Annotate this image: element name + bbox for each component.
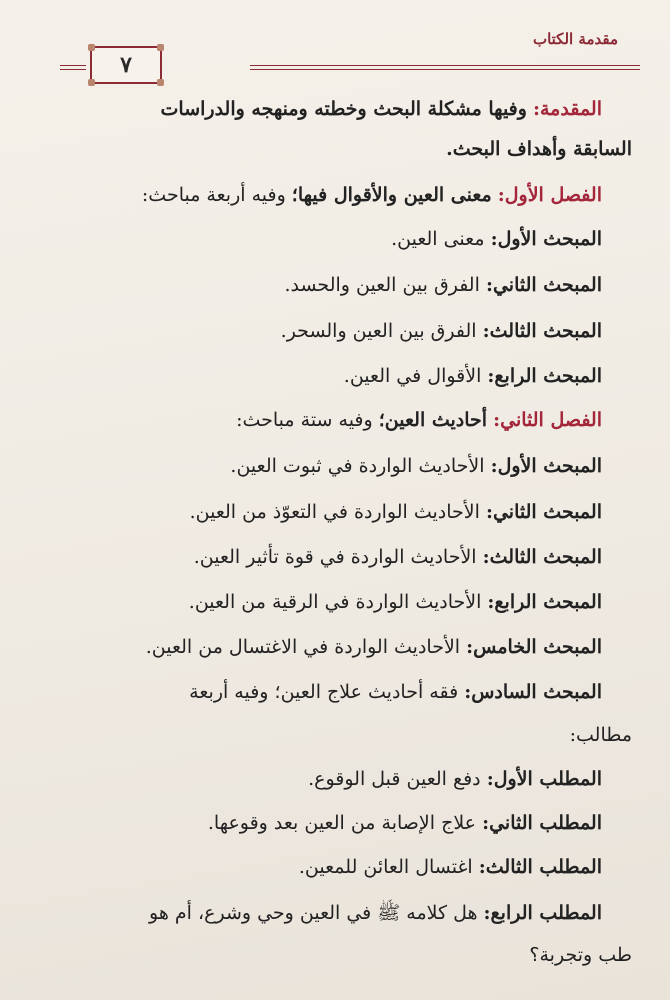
demand-label: المطلب الثالث:	[478, 856, 602, 878]
chapter-label: الفصل الأول:	[497, 184, 602, 206]
demand-text: علاج الإصابة من العين بعد وقوعها.	[207, 812, 477, 834]
section-item	[40, 636, 602, 658]
section-text: فقه أحاديث علاج العين؛ وفيه أربعة	[189, 681, 459, 703]
intro-line-1	[40, 98, 602, 120]
intro-label: المقدمة:	[532, 98, 602, 120]
demand-item-cont	[40, 944, 632, 966]
demand-label: المطلب الأول:	[486, 768, 602, 790]
intro-text-cont: السابقة وأهداف البحث.	[446, 138, 632, 160]
demand-item	[40, 901, 602, 929]
section-item	[40, 591, 602, 613]
section-text-cont: مطالب:	[569, 724, 632, 746]
section-item	[40, 501, 602, 523]
demand-label: المطلب الثاني:	[482, 812, 602, 834]
section-label: المبحث الخامس:	[466, 636, 602, 658]
section-text: الأقوال في العين.	[343, 365, 482, 387]
section-text: الفرق بين العين والحسد.	[284, 274, 480, 296]
section-label: المبحث الأول:	[490, 228, 602, 250]
chapter-1-heading	[40, 184, 602, 206]
section-label: المبحث الثاني:	[485, 274, 602, 296]
running-head: مقدمة الكتاب	[532, 30, 618, 48]
page-number: ٧	[120, 52, 132, 78]
section-label: المبحث الثالث:	[482, 320, 602, 342]
section-item	[40, 455, 602, 477]
section-text: الأحاديث الواردة في قوة تأثير العين.	[193, 546, 477, 568]
chapter-tail: وفيه ستة مباحث:	[236, 409, 373, 431]
section-text: الأحاديث الواردة في الاغتسال من العين.	[145, 636, 461, 658]
section-label: المبحث الثاني:	[485, 501, 602, 523]
header-rule	[250, 65, 640, 70]
demand-item	[40, 768, 602, 790]
demand-text: اغتسال العائن للمعين.	[298, 856, 473, 878]
intro-text: وفيها مشكلة البحث وخطته ومنهجه والدراسات	[160, 98, 527, 120]
section-label: المبحث الثالث:	[482, 546, 602, 568]
section-label: المبحث السادس:	[464, 681, 602, 703]
section-text: الأحاديث الواردة في ثبوت العين.	[230, 455, 485, 477]
section-text: الأحاديث الواردة في الرقية من العين.	[188, 591, 482, 613]
section-item	[40, 320, 602, 342]
demand-text-cont: طب وتجربة؟	[529, 944, 632, 966]
section-item	[40, 546, 602, 568]
section-item	[40, 681, 602, 703]
page-number-frame	[90, 46, 162, 84]
demand-label: المطلب الرابع:	[483, 902, 602, 924]
demand-text: هل كلامه ﷺ في العين وحي وشرع، أم هو	[149, 902, 478, 924]
demand-item	[40, 856, 602, 878]
chapter-label: الفصل الثاني:	[493, 409, 602, 431]
chapter-tail: وفيه أربعة مباحث:	[141, 184, 286, 206]
header-rule-left	[60, 65, 86, 70]
section-label: المبحث الرابع:	[487, 365, 602, 387]
section-label: المبحث الرابع:	[487, 591, 602, 613]
section-item-cont	[40, 724, 632, 746]
demand-item	[40, 812, 602, 834]
section-item	[40, 365, 602, 387]
section-text: معنى العين.	[391, 228, 485, 250]
intro-line-2	[40, 138, 632, 160]
demand-text: دفع العين قبل الوقوع.	[308, 768, 481, 790]
section-text: الفرق بين العين والسحر.	[280, 320, 477, 342]
section-item	[40, 274, 602, 296]
chapter-title: معنى العين والأقوال فيها؛	[291, 184, 492, 206]
chapter-title: أحاديث العين؛	[378, 409, 488, 431]
section-item	[40, 228, 602, 250]
section-text: الأحاديث الواردة في التعوّذ من العين.	[189, 501, 480, 523]
chapter-2-heading	[40, 409, 602, 431]
section-label: المبحث الأول:	[490, 455, 602, 477]
